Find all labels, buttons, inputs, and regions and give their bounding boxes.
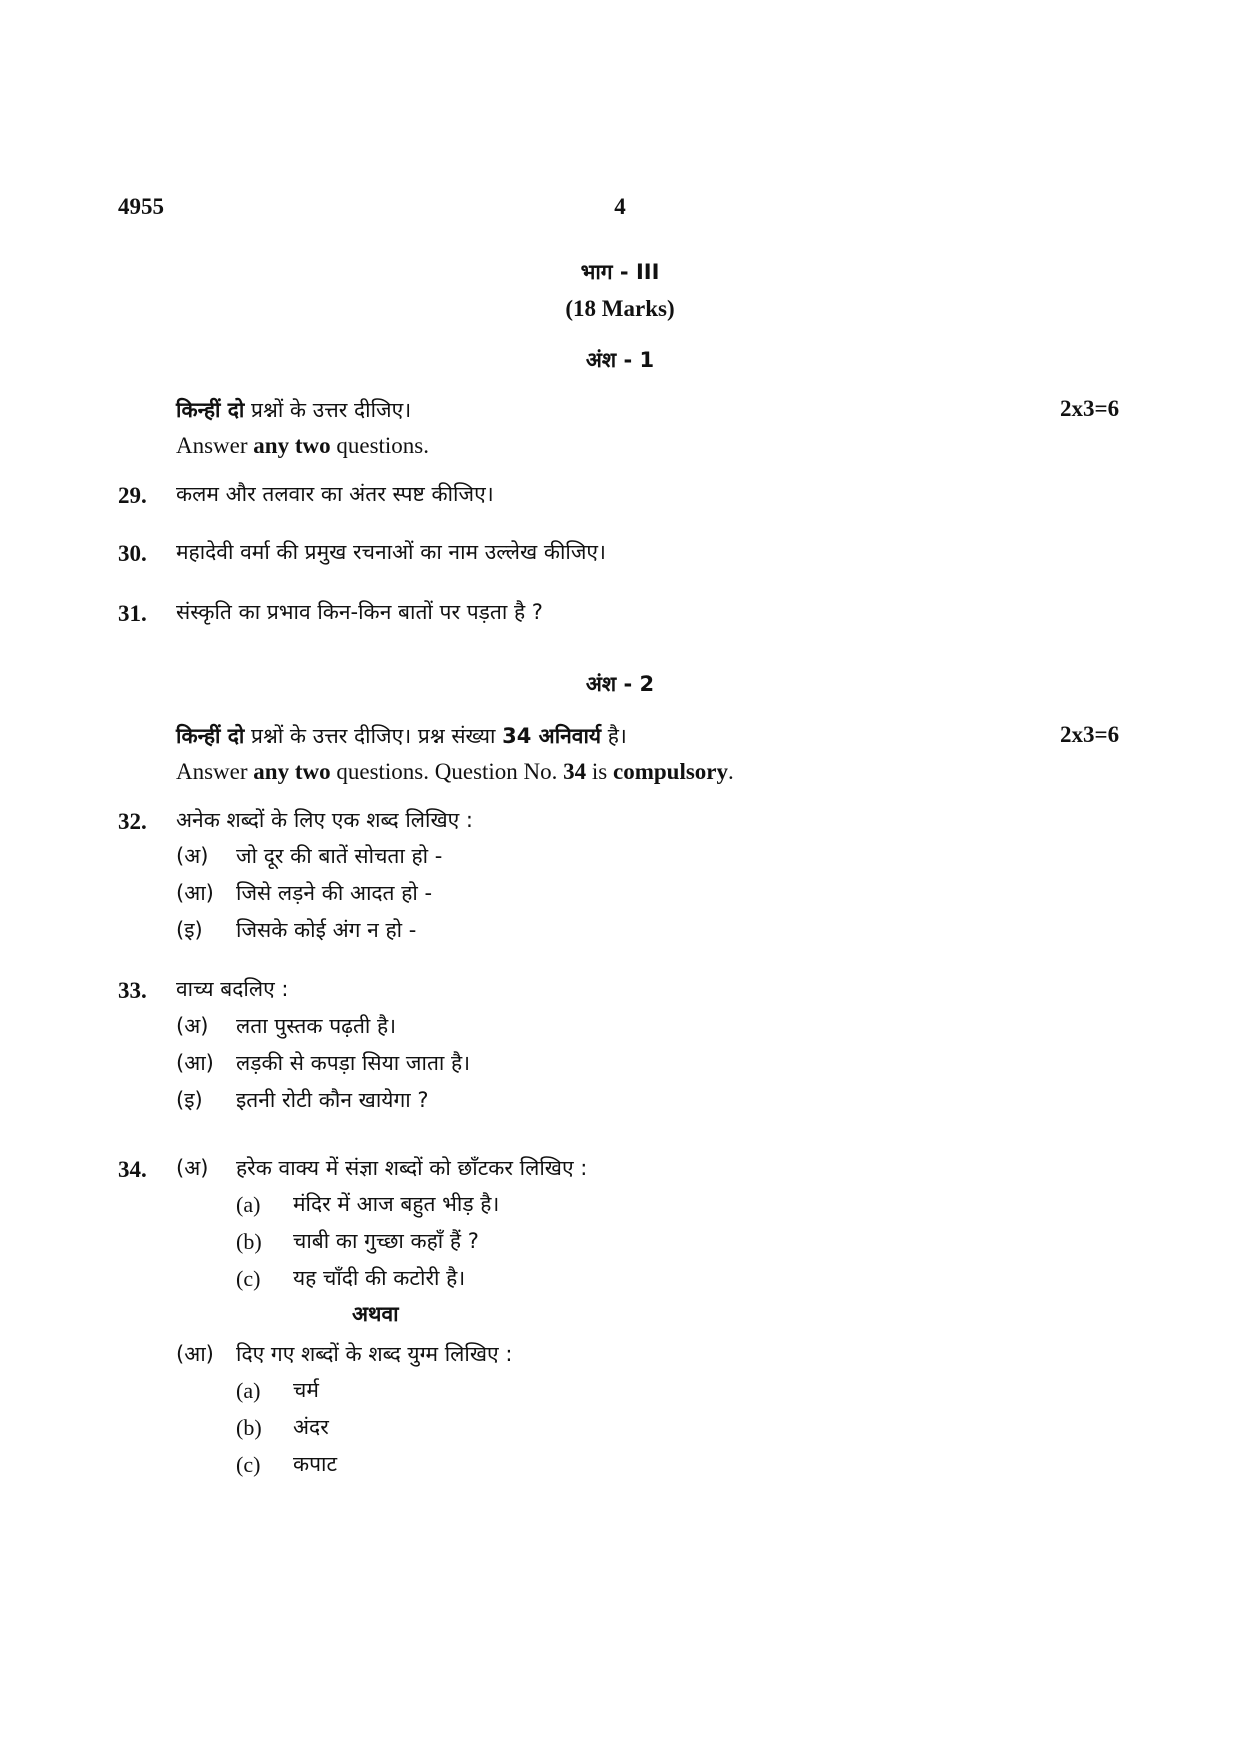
sub-item-text: चर्म bbox=[293, 1378, 319, 1402]
question-number: 32. bbox=[118, 809, 147, 834]
option-label: (आ) bbox=[176, 1051, 214, 1075]
question-text: हरेक वाक्य में संज्ञा शब्दों को छाँटकर लिखिए : bbox=[236, 1156, 588, 1180]
question-text: महादेवी वर्मा की प्रमुख रचनाओं का नाम उल्लेख कीजिए। bbox=[176, 540, 606, 564]
option-label: (इ) bbox=[176, 1088, 203, 1112]
instruction-en-text: Answer bbox=[176, 759, 254, 784]
option-label: (आ) bbox=[176, 881, 214, 905]
section2-marks: 2x3=6 bbox=[1060, 722, 1120, 747]
sub-item-label: (a) bbox=[236, 1378, 261, 1403]
sub-item-text: कपाट bbox=[293, 1452, 338, 1476]
option-label: (आ) bbox=[176, 1342, 214, 1366]
sub-item-text: यह चाँदी की कटोरी है। bbox=[293, 1266, 466, 1290]
instruction-text: प्रश्नों के उत्तर दीजिए। bbox=[244, 398, 412, 422]
option-text: इतनी रोटी कौन खायेगा ? bbox=[236, 1088, 429, 1112]
sub-item-label: (c) bbox=[236, 1452, 261, 1477]
instruction-bold: किन्हीं दो bbox=[176, 724, 245, 748]
question-text: दिए गए शब्दों के शब्द युग्म लिखिए : bbox=[236, 1342, 513, 1366]
paper-code: 4955 bbox=[118, 194, 164, 219]
option-text: लड़की से कपड़ा सिया जाता है। bbox=[236, 1051, 471, 1075]
option-text: जिसे लड़ने की आदत हो - bbox=[236, 881, 433, 905]
question-number: 30. bbox=[118, 541, 147, 566]
section1-marks: 2x3=6 bbox=[1060, 396, 1120, 421]
option-label: (अ) bbox=[176, 1014, 209, 1038]
instruction-bold: 34 अनिवार्य bbox=[502, 724, 602, 748]
question-number: 31. bbox=[118, 601, 147, 626]
section1-instruction-en bbox=[176, 433, 429, 459]
question-text: वाच्य बदलिए : bbox=[176, 977, 289, 1001]
section2-title: अंश - 2 bbox=[585, 672, 655, 696]
option-text: लता पुस्तक पढ़ती है। bbox=[236, 1014, 397, 1038]
part-title: भाग - III bbox=[580, 260, 660, 284]
question-text: संस्कृति का प्रभाव किन-किन बातों पर पड़ता है ? bbox=[176, 600, 543, 624]
page-number: 4 bbox=[614, 194, 626, 219]
option-label: (अ) bbox=[176, 1156, 209, 1180]
option-label: (अ) bbox=[176, 844, 209, 868]
instruction-text: है। bbox=[601, 724, 627, 748]
section2-instruction-hi bbox=[176, 722, 627, 750]
sub-item-text: मंदिर में आज बहुत भीड़ है। bbox=[293, 1192, 500, 1216]
sub-item-label: (b) bbox=[236, 1229, 262, 1254]
question-number: 34. bbox=[118, 1157, 147, 1182]
or-separator: अथवा bbox=[352, 1302, 399, 1326]
instruction-bold: किन्हीं दो bbox=[176, 398, 245, 422]
section1-title: अंश - 1 bbox=[585, 348, 655, 372]
question-number: 33. bbox=[118, 978, 147, 1003]
instruction-en-text: . bbox=[728, 759, 734, 784]
section1-instruction-hi bbox=[176, 396, 411, 424]
instruction-text: प्रश्नों के उत्तर दीजिए। प्रश्न संख्या bbox=[244, 724, 503, 748]
instruction-en-bold: any two bbox=[253, 433, 331, 458]
option-label: (इ) bbox=[176, 918, 203, 942]
part-marks: (18 Marks) bbox=[565, 296, 675, 321]
instruction-en-bold: compulsory bbox=[613, 759, 729, 784]
question-text: अनेक शब्दों के लिए एक शब्द लिखिए : bbox=[176, 808, 473, 832]
instruction-en-text: questions. Question No. bbox=[330, 759, 564, 784]
option-text: जो दूर की बातें सोचता हो - bbox=[236, 844, 443, 868]
question-text: कलम और तलवार का अंतर स्पष्ट कीजिए। bbox=[176, 482, 494, 506]
instruction-en-text: is bbox=[586, 759, 614, 784]
option-text: जिसके कोई अंग न हो - bbox=[236, 918, 417, 942]
section2-instruction-en bbox=[176, 759, 734, 785]
sub-item-label: (a) bbox=[236, 1192, 261, 1217]
sub-item-label: (c) bbox=[236, 1266, 261, 1291]
instruction-en-text: questions. bbox=[330, 433, 429, 458]
sub-item-text: चाबी का गुच्छा कहाँ हैं ? bbox=[293, 1229, 479, 1253]
sub-item-label: (b) bbox=[236, 1415, 262, 1440]
instruction-en-text: Answer bbox=[176, 433, 254, 458]
question-number: 29. bbox=[118, 483, 147, 508]
instruction-en-bold: any two bbox=[253, 759, 331, 784]
instruction-en-bold: 34 bbox=[563, 759, 587, 784]
sub-item-text: अंदर bbox=[293, 1415, 329, 1439]
